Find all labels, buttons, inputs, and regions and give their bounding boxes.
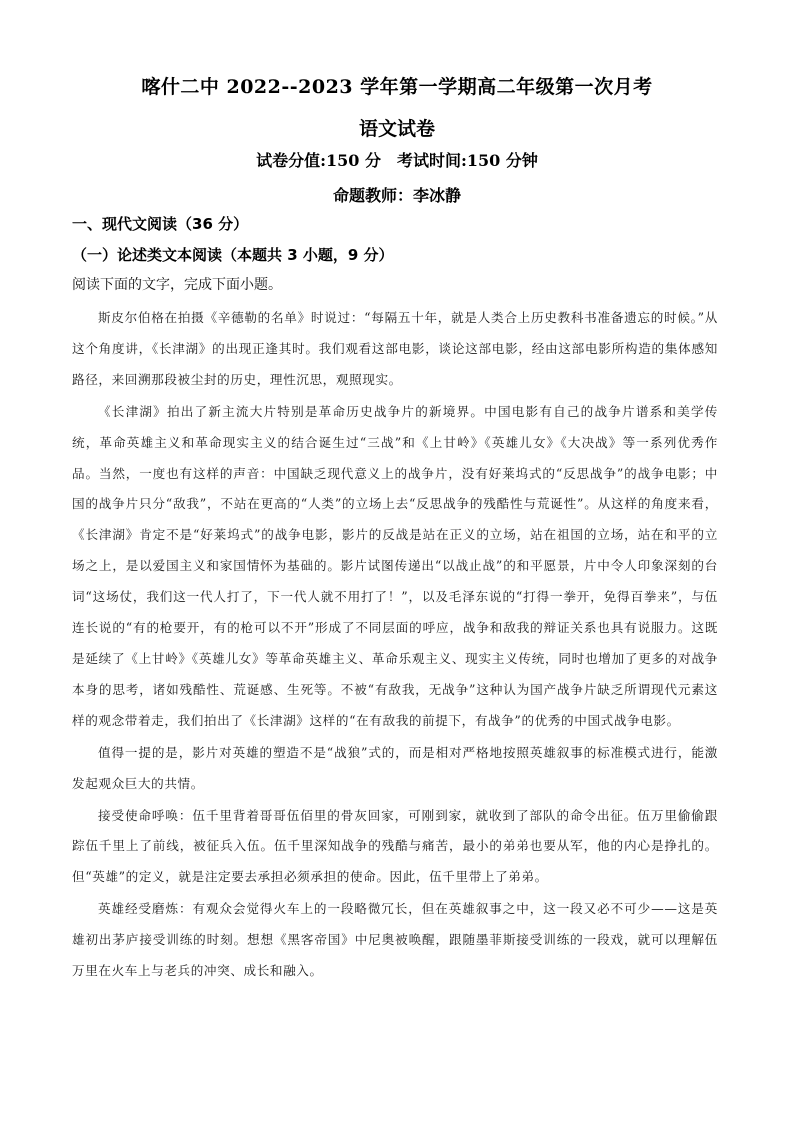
subsection-heading: （一）论述类文本阅读（本题共 3 小题，9 分） (72, 246, 394, 264)
passage-paragraph: 《长津湖》拍出了新主流大片特别是革命历史战争片的新境界。中国电影有自己的战争片谱系和美学传统，革命英雄主义和革命现实主义的结合诞生过“三战”和《上甘岭》《英雄儿女》《大决战》等一系列优秀作品。当然，一度也有这样的声音：中国缺乏现代意义上的战争片，没有好莱坞式的“反思战争”的战争电影；中国的战争片只分“敌我”，不站在更高的“人类”的立场上去“反思战争的残酷性与荒诞性”。从这样的角度来看，《长津湖》肯定不是“好莱坞式”的战争电影，影片的反战是站在正义的立场，站在祖国的立场，站在和平的立场之上，是以爱国主义和家国情怀为基础的。影片试图传递出“以战止战”的和平愿景，片中令人印象深刻的台词“这场仗，我们这一代人打了，下一代人就不用打了！”，以及毛泽东说的“打得一拳开，免得百拳来”，与伍连长说的“有的枪要开，有的枪可以不开”形成了不同层面的呼应，战争和敌我的辩证关系也具有说服力。这既是延续了《上甘岭》《英雄儿女》等革命英雄主义、革命乐观主义、现实主义传统，同时也增加了更多的对战争本身的思考，诸如残酷性、荒诞感、生死等。不被“有敌我，无战争”这种认为国产战争片缺乏所谓现代元素这样的观念带着走，我们拍出了《长津湖》这样的“在有敌我的前提下，有战争”的优秀的中国式战争电影。 (72, 403, 718, 728)
passage-paragraph: 接受使命呼唤：伍千里背着哥哥伍佰里的骨灰回家，可刚到家，就收到了部队的命令出征。伍万里偷偷跟踪伍千里上了前线，被征兵入伍。伍千里深知战争的残酷与痛苦，最小的弟弟也要从军，他的内心是挣扎的。但“英雄”的定义，就是注定要去承担必须承担的使命。因此，伍千里带上了弟弟。 (72, 807, 718, 885)
passage-paragraph: 值得一提的是，影片对英雄的塑造不是“战狼”式的，而是相对严格地按照英雄叙事的标准模式进行，能激发起观众巨大的共情。 (72, 744, 718, 791)
reading-instruction: 阅读下面的文字，完成下面小题。 (72, 277, 282, 293)
exam-title: 喀什二中 2022--2023 学年第一学期高二年级第一次月考 (141, 76, 653, 98)
exam-subtitle: 语文试卷 (358, 118, 435, 140)
passage-paragraph: 英雄经受磨炼：有观众会觉得火车上的一段略微冗长，但在英雄叙事之中，这一段又必不可少——这是英雄初出茅庐接受训练的时刻。想想《黑客帝国》中尼奥被唤醒，跟随墨菲斯接受训练的一段戏，就可以理解伍万里在火车上与老兵的冲突、成长和融入。 (72, 901, 718, 979)
passage-paragraph: 斯皮尔伯格在拍摄《辛德勒的名单》时说过：“每隔五十年，就是人类合上历史教科书准备遗忘的时候。”从这个角度讲，《长津湖》的出现正逢其时。我们观看这部电影，谈论这部电影，经由这部电影所构造的集体感知路径，来回溯那段被尘封的历史，理性沉思，观照现实。 (72, 310, 718, 387)
reading-passage (72, 303, 718, 988)
section-heading: 一、现代文阅读（36 分） (72, 215, 249, 233)
exam-info: 试卷分值:150 分 考试时间:150 分钟 (256, 151, 538, 170)
exam-teacher: 命题教师：李冰静 (332, 186, 461, 205)
